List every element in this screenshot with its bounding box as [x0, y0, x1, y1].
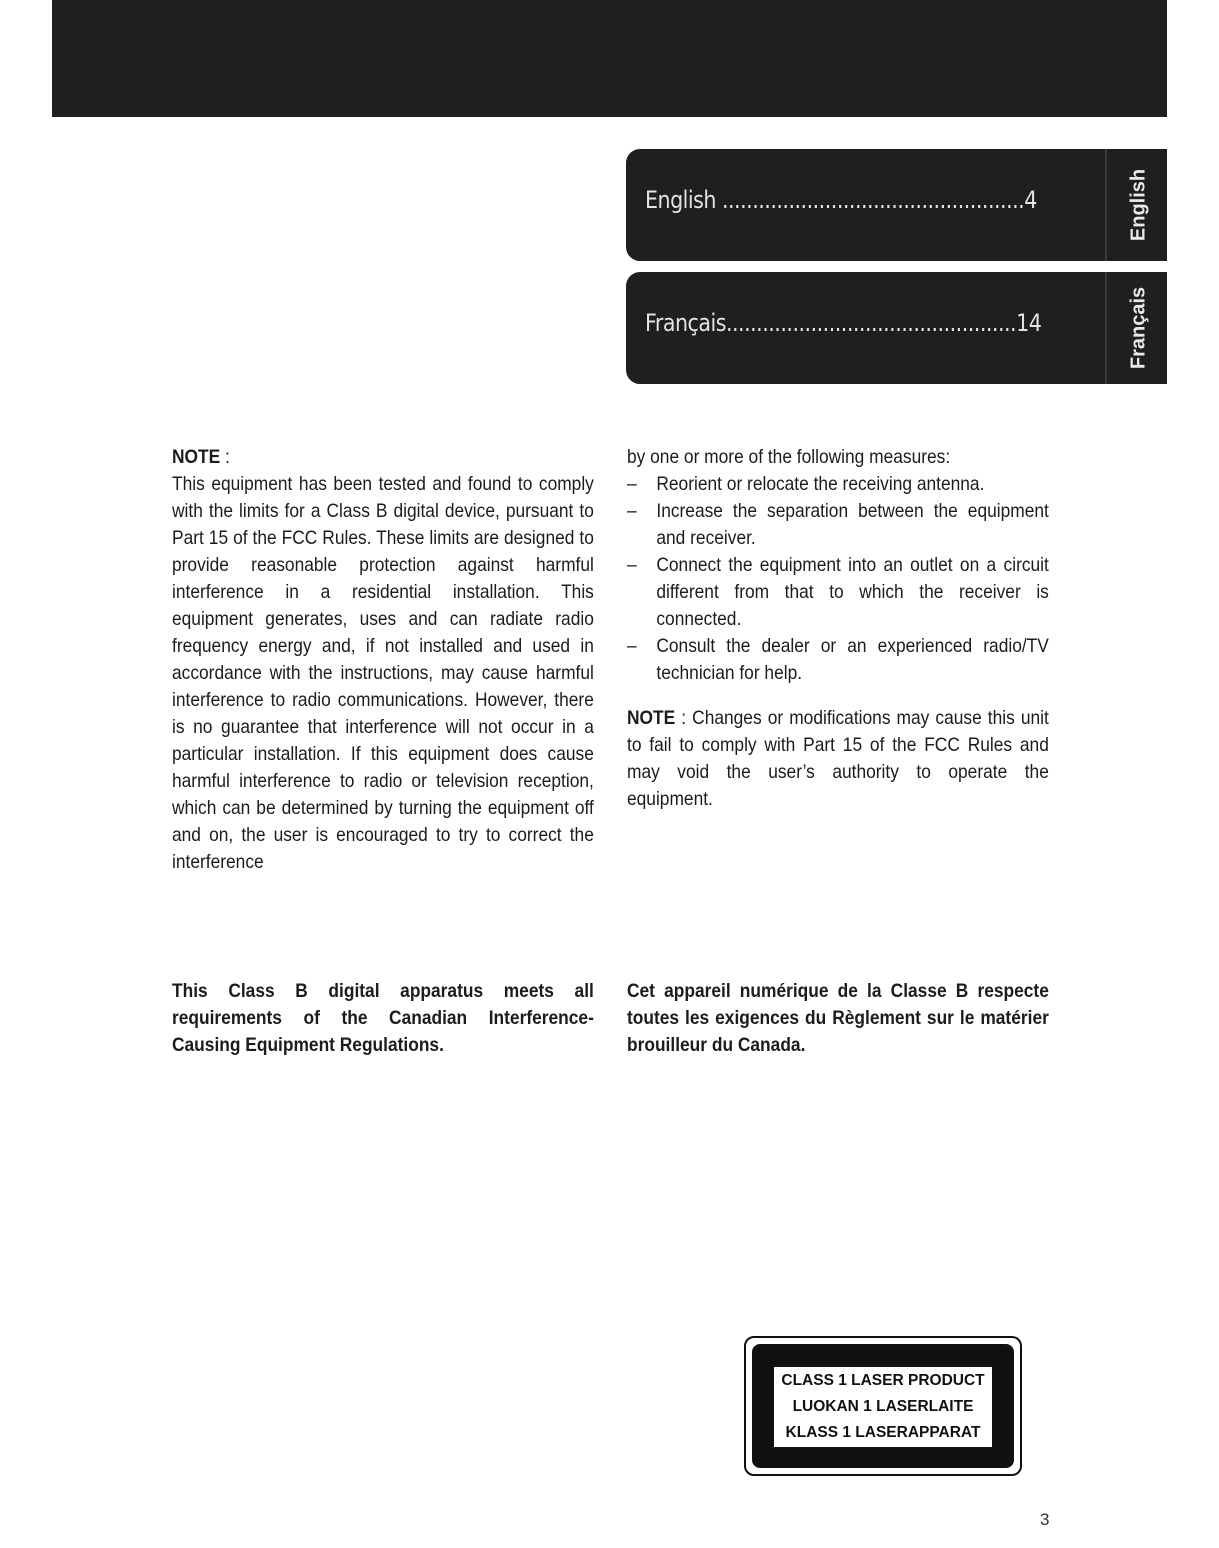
modification-note: [627, 705, 1049, 813]
laser-label-text-box: [774, 1367, 992, 1447]
toc-tab-francais[interactable]: [626, 272, 1167, 384]
toc-label: English: [645, 186, 716, 214]
list-item: [627, 633, 1049, 687]
toc-tab-english[interactable]: [626, 149, 1167, 261]
laser-product-label: [744, 1336, 1022, 1476]
side-tab-english: [1114, 149, 1164, 261]
tab-divider: [1105, 272, 1107, 384]
side-tab-francais: [1114, 272, 1164, 384]
list-item-text: Increase the separation between the equipment and receiver.: [656, 500, 1049, 549]
list-item: [627, 498, 1049, 552]
fcc-note-left-column: [172, 444, 594, 876]
side-tab-label: Français: [1127, 286, 1150, 370]
note-label: NOTE: [172, 446, 221, 468]
modification-note-text: : Changes or modifications may cause this unit to fail to comply with Part 15 of the FCC Rules and may void the user’s authority to operate the equipment.: [627, 707, 1049, 810]
toc-leader-dots: ................................................: [725, 309, 1017, 337]
tab-divider: [1105, 149, 1107, 261]
note-colon: :: [220, 446, 230, 468]
list-item-text: Consult the dealer or an experienced radio/TV technician for help.: [656, 635, 1049, 684]
dash-bullet: –: [627, 554, 637, 576]
note-label: NOTE: [627, 707, 676, 729]
dash-bullet: –: [627, 500, 637, 522]
laser-label-line: KLASS 1 LASERAPPARAT: [785, 1424, 981, 1441]
laser-label-frame: [752, 1344, 1014, 1468]
header-band: [52, 0, 1167, 117]
measures-intro: by one or more of the following measures:: [627, 446, 951, 468]
side-tab-label: English: [1127, 168, 1150, 242]
page-number: 3: [1040, 1510, 1050, 1529]
laser-label-line: LUOKAN 1 LASERLAITE: [792, 1398, 974, 1415]
toc-page-number: 4: [1024, 186, 1037, 214]
dash-bullet: –: [627, 473, 637, 495]
list-item: [627, 552, 1049, 633]
toc-entry-english[interactable]: [645, 186, 1037, 214]
list-item: [627, 471, 1049, 498]
toc-page-number: 14: [1016, 309, 1042, 337]
toc-leader-dots: ..................................................: [715, 186, 1025, 214]
fcc-note-right-column: [627, 444, 1049, 813]
fcc-note-body: This equipment has been tested and found to comply with the limits for a Class B digital device, pursuant to Part 15 of the FCC Rules. These limits are designed to provide reasonable protection against harmful interference in a residential installation. This equipment generates, uses and can radiate radio frequency energy and, if not installed and used in accordance with the instructions, may cause harmful interference to radio communications. However, there is no guarantee that interference will not occur in a particular installation. If this equipment does cause harmful interference to radio or television reception, which can be determined by turning the equipment off and on, the user is encouraged to try to correct the interference: [172, 473, 594, 873]
laser-label-line: CLASS 1 LASER PRODUCT: [781, 1372, 985, 1389]
list-item-text: Connect the equipment into an outlet on a circuit different from that to which the receiver is connected.: [656, 554, 1049, 630]
dash-bullet: –: [627, 635, 637, 657]
canada-compliance-french: Cet appareil numérique de la Classe B respecte toutes les exigences du Règlement sur le matérier brouilleur du Canada.: [627, 980, 1049, 1056]
toc-entry-francais[interactable]: [645, 309, 1042, 337]
toc-label: Français: [645, 309, 726, 337]
note-heading: [172, 444, 594, 471]
canada-compliance-english: This Class B digital apparatus meets all requirements of the Canadian Interference-Causing Equipment Regulations.: [172, 980, 594, 1056]
list-item-text: Reorient or relocate the receiving antenna.: [656, 473, 985, 495]
